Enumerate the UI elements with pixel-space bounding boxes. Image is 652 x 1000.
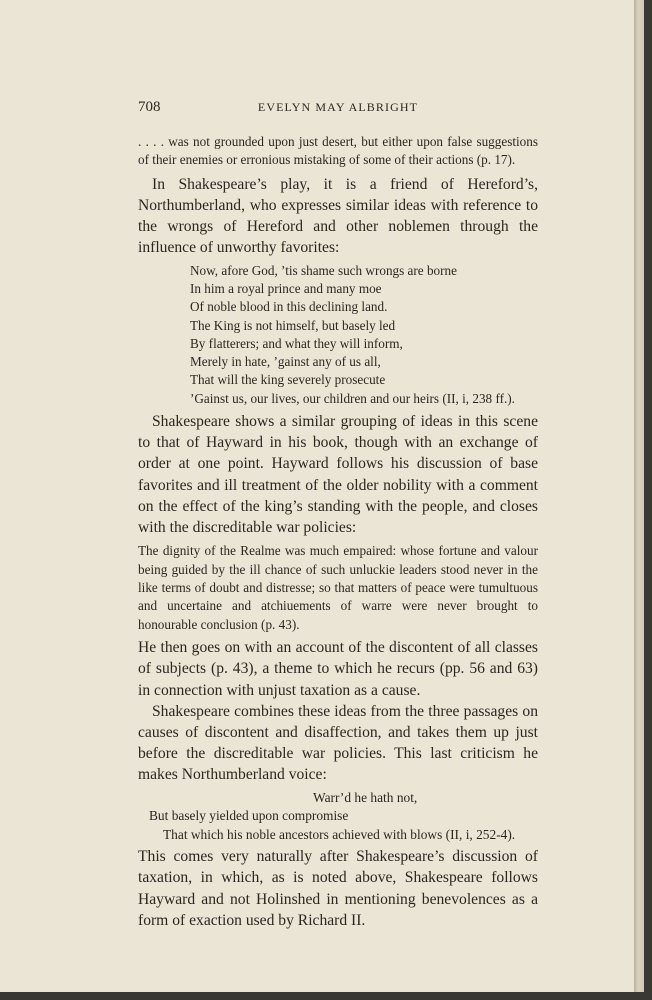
running-head: EVELYN MAY ALBRIGHT [257,100,419,114]
block-quote-hayward: The dignity of the Realme was much empaired: whose fortune and valour being guided by the ill chance of such unluckie leaders stood never in the like terms of doubt and distresse; so that matters of peace were tumultuous and uncertaine and atchiuements of warre were never brought to honourable conclusion (p. 43). [138,543,538,632]
verse-line: But basely yielded upon compromise [149,808,349,824]
verse-line: Of noble blood in this declining land. [190,299,388,315]
page-number: 708 [138,99,161,115]
verse-quote-northumberland [138,262,538,408]
verse-line: By flatterers; and what they will inform, [190,335,403,351]
verse-line: Now, afore God, ’tis shame such wrongs are borne [190,262,457,278]
verse-line: That which his noble ancestors achieved with blows (II, i, 252-4). [163,826,516,842]
page-edge [634,0,644,992]
scan-border-right [644,0,652,1000]
scan-border-bottom [0,992,652,1000]
verse-line: Merely in hate, ’gainst any of us all, [190,354,381,370]
paragraph-combines-ideas: Shakespeare combines these ideas from the three passages on causes of discontent and disaffection, and takes them up just before the discreditable war policies. This last criticism he makes Northumberland voice: [138,702,538,784]
text-column [138,133,538,931]
verse-line: ’Gainst us, our lives, our children and our heirs (II, i, 238 ff.). [190,390,515,406]
paragraph-shakespeare-play: In Shakespeare’s play, it is a friend of Hereford’s, Northumberland, who expresses similar ideas with reference to the wrongs of Hereford and other noblemen through the influence of unworthy favorites: [138,175,538,257]
verse-quote-warrd [138,789,538,845]
paragraph-discontent: He then goes on with an account of the discontent of all classes of subjects (p. 43), a theme to which he recurs (pp. 56 and 63) in connection with unjust taxation as a cause. [138,639,538,699]
verse-line: The King is not himself, but basely led [190,317,396,333]
quote-continuation: . . . . was not grounded upon just desert, but either upon false suggestions of their enemies or erronious mistaking of some of their actions (p. 17). [138,134,538,168]
verse-line: That will the king severely prosecute [190,372,386,388]
paragraph-taxation: This comes very naturally after Shakespeare’s discussion of taxation, in which, as is noted above, Shakespeare follows Hayward and not Holinshed in mentioning benevolences as a form of exaction used by Richard II. [138,848,538,929]
verse-line: Warr’d he hath not, [313,789,418,805]
page-header [138,99,538,121]
verse-line: In him a royal prince and many moe [190,280,382,296]
paragraph-grouping-of-ideas: Shakespeare shows a similar grouping of ideas in this scene to that of Hayward in his book, though with an exchange of order at one point. Hayward follows his discussion of base favorites and ill treatment of the older nobility with a comment on the effect of the king’s standing with the people, and closes with the discreditable war policies: [138,413,538,537]
